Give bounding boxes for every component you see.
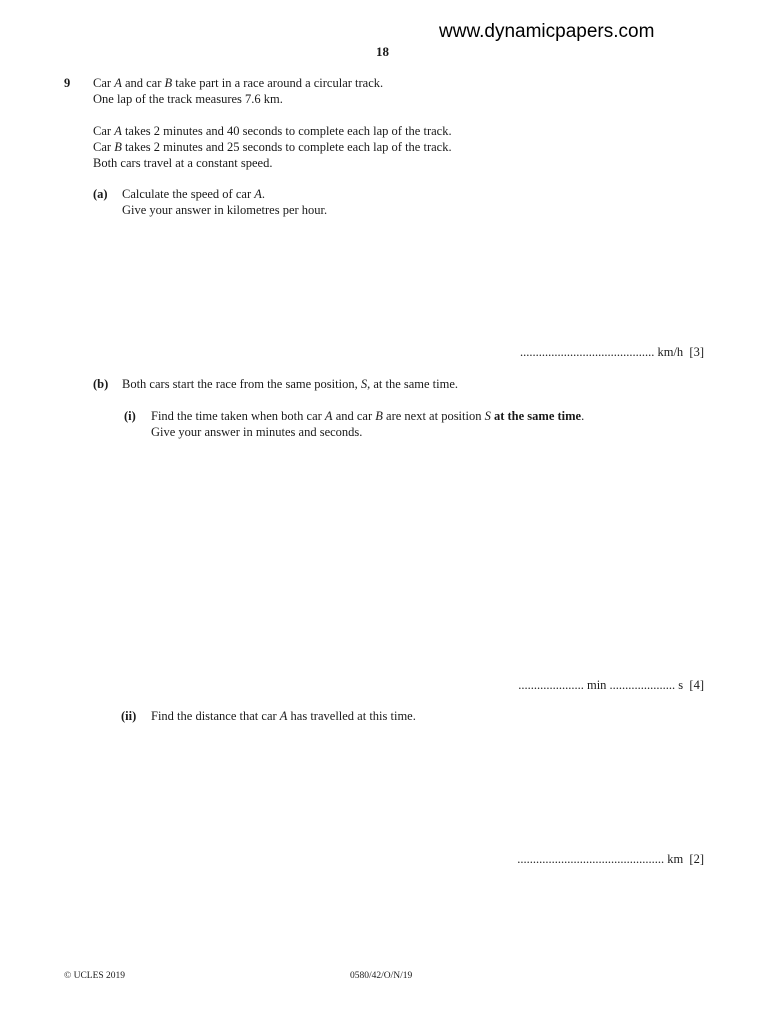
answer-min-unit: min [586,678,607,692]
part-a-line-2: Give your answer in kilometres per hour. [122,203,328,217]
part-b-ii-label: (ii) [121,709,137,723]
answer-dots[interactable]: ............................................... [517,852,665,866]
part-b-intro: Both cars start the race from the same position, S, at the same time. [122,377,459,391]
answer-dots-min[interactable]: ..................... [518,678,584,692]
answer-unit: km [667,852,684,866]
footer-paper-code: 0580/42/O/N/19 [350,971,413,981]
part-b-ii-line-1: Find the distance that car A has travelled at this time. [151,709,416,723]
question-number: 9 [64,76,71,90]
answer-unit: km/h [657,345,684,359]
part-a-line-1: Calculate the speed of car A. [122,187,265,201]
marks: [2] [689,852,704,866]
intro-line-2: One lap of the track measures 7.6 km. [93,92,283,106]
answer-s-unit: s [678,678,684,692]
answer-dots-s[interactable]: ..................... [609,678,676,692]
website-url[interactable]: www.dynamicpapers.com [439,21,655,42]
page-number: 18 [376,44,389,59]
part-b-label: (b) [93,377,109,391]
intro-line-5: Both cars travel at a constant speed. [93,156,273,170]
part-a-answer-line[interactable] [520,344,704,360]
answer-dots[interactable]: ........................................... [519,345,655,359]
marks: [4] [689,678,704,692]
part-a-label: (a) [93,187,108,201]
footer-copyright: © UCLES 2019 [64,971,126,981]
intro-line-3: Car A takes 2 minutes and 40 seconds to complete each lap of the track. [93,124,452,138]
part-b-i-answer-line[interactable] [518,677,704,693]
part-b-i-label: (i) [124,409,136,423]
part-b-i-line-2: Give your answer in minutes and seconds. [151,425,363,439]
intro-line-4: Car B takes 2 minutes and 25 seconds to complete each lap of the track. [93,140,452,154]
marks: [3] [689,345,704,359]
part-b-i-line-1: Find the time taken when both car A and car B are next at position S at the same time. [151,409,585,423]
intro-line-1: Car A and car B take part in a race around a circular track. [93,76,384,90]
part-b-ii-answer-line[interactable] [517,851,704,867]
